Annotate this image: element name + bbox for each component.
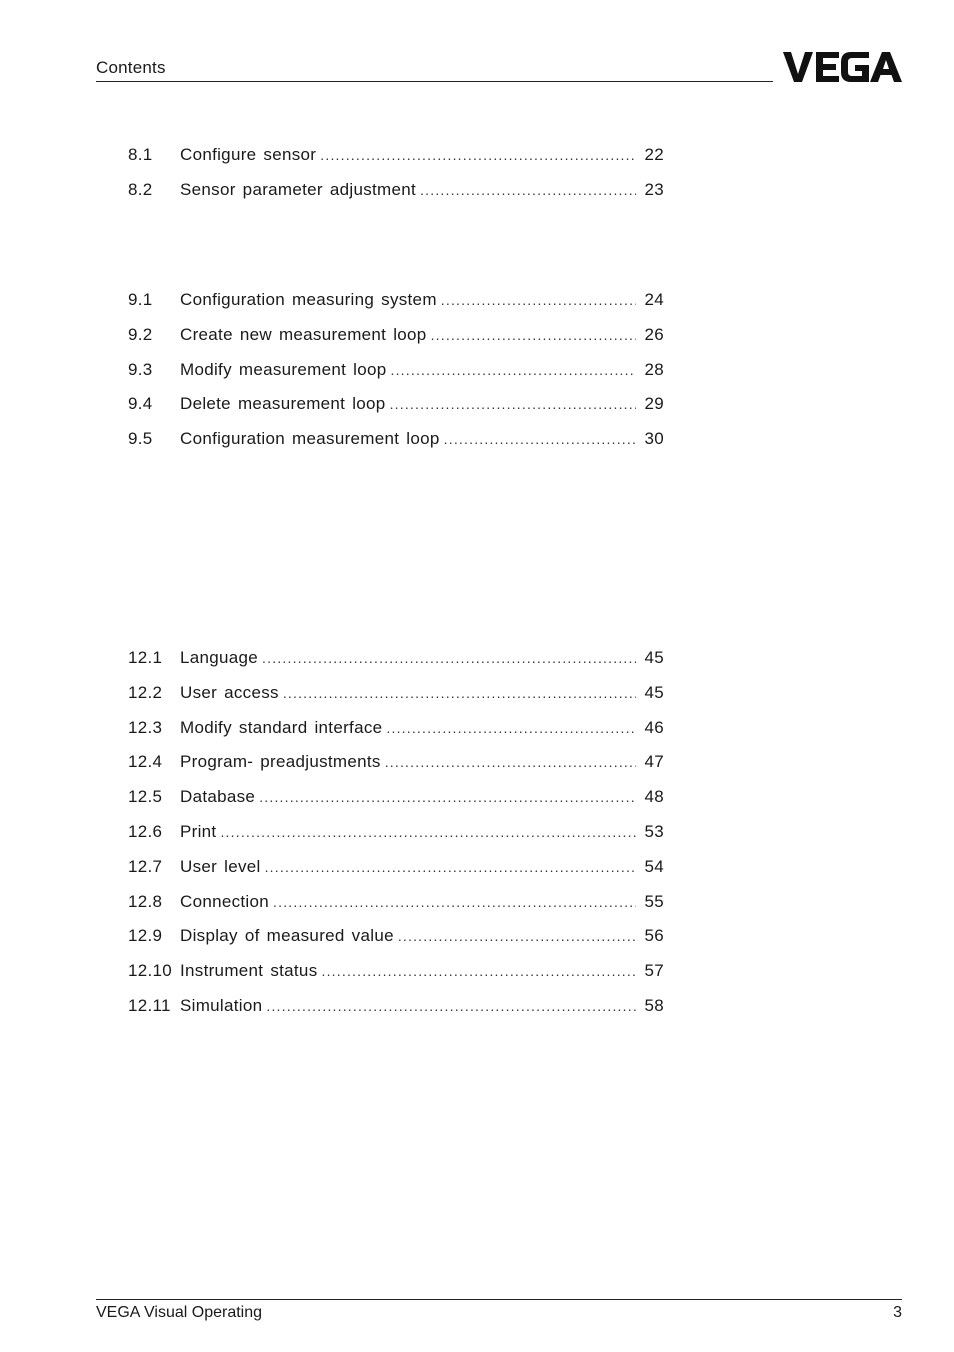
toc-dot-leader (390, 396, 636, 412)
toc-entry-title: Modify measurement loop (180, 359, 387, 379)
toc-entry-number: 9.5 (128, 429, 153, 449)
toc-entry[interactable] (128, 145, 664, 180)
toc-entry-title: Sensor parameter adjustment (180, 179, 417, 199)
toc-entry-number: 8.1 (128, 145, 153, 164)
toc-entry-number: 12.9 (128, 926, 163, 946)
toc-section (128, 290, 664, 464)
toc-entry-title: Simulation (180, 995, 263, 1015)
toc-entry-title: User level (180, 856, 261, 876)
toc-entry-page: 56 (644, 926, 664, 946)
toc-entry-title: Database (180, 787, 256, 807)
header-divider (96, 81, 773, 82)
toc-entry-title: Instrument status (180, 961, 318, 981)
toc-entry[interactable] (128, 429, 664, 464)
toc-entry-page: 46 (644, 717, 664, 737)
toc-entry-number: 9.1 (128, 290, 153, 309)
toc-entry[interactable] (128, 325, 664, 360)
toc-entry-title: Configuration measuring system (180, 290, 437, 309)
toc-dot-leader (391, 362, 637, 378)
toc-entry-page: 47 (644, 752, 664, 772)
toc-entry-number: 12.11 (128, 995, 171, 1015)
toc-entry-page: 23 (644, 179, 664, 199)
toc-section (128, 648, 664, 1031)
toc-entry-page: 29 (644, 394, 664, 414)
toc-dot-leader (385, 754, 636, 770)
toc-entry-number: 12.8 (128, 891, 163, 911)
toc-dot-leader (441, 292, 636, 308)
toc-entry-number: 9.3 (128, 359, 153, 379)
toc-entry[interactable] (128, 648, 664, 683)
toc-entry-number: 12.5 (128, 787, 163, 807)
toc-dot-leader (259, 789, 636, 805)
toc-entry-number: 12.3 (128, 717, 163, 737)
toc-section (128, 145, 664, 215)
toc-entry-title: User access (180, 682, 279, 702)
toc-entry[interactable] (128, 180, 664, 215)
toc-entry[interactable] (128, 857, 664, 892)
toc-dot-leader (431, 327, 636, 343)
toc-entry-number: 12.2 (128, 682, 163, 702)
toc-entry-number: 12.1 (128, 648, 163, 667)
toc-entry[interactable] (128, 394, 664, 429)
toc-entry-number: 12.4 (128, 752, 163, 772)
toc-entry[interactable] (128, 822, 664, 857)
toc-entry-title: Configuration measurement loop (180, 429, 440, 449)
toc-entry-page: 55 (644, 891, 664, 911)
toc-entry[interactable] (128, 926, 664, 961)
toc-dot-leader (322, 963, 637, 979)
toc-dot-leader (283, 685, 636, 701)
toc-entry-number: 12.6 (128, 821, 163, 841)
toc-entry-number: 12.7 (128, 856, 163, 876)
toc-entry-page: 30 (644, 429, 664, 449)
toc-entry[interactable] (128, 360, 664, 395)
toc-entry-page: 54 (644, 856, 664, 876)
page-title: Contents (96, 58, 166, 77)
toc-entry-page: 57 (644, 961, 664, 981)
toc-entry-title: Display of measured value (180, 926, 394, 946)
toc-entry[interactable] (128, 683, 664, 718)
toc-entry-page: 26 (644, 324, 664, 344)
toc-entry-title: Configure sensor (180, 145, 317, 164)
toc-entry-title: Create new measurement loop (180, 324, 427, 344)
toc-entry-title: Modify standard interface (180, 717, 383, 737)
toc-dot-leader (444, 431, 636, 447)
toc-entry-page: 24 (644, 290, 664, 309)
toc-entry[interactable] (128, 787, 664, 822)
toc-entry[interactable] (128, 290, 664, 325)
toc-dot-leader (386, 720, 636, 736)
toc-entry-page: 45 (644, 648, 664, 667)
toc-entry[interactable] (128, 718, 664, 753)
toc-entry-number: 9.2 (128, 324, 153, 344)
toc-entry[interactable] (128, 752, 664, 787)
toc-entry-page: 48 (644, 787, 664, 807)
toc-entry-page: 22 (644, 145, 664, 164)
toc-entry-number: 12.10 (128, 961, 173, 981)
toc-dot-leader (262, 650, 636, 666)
toc-dot-leader (220, 824, 636, 840)
toc-dot-leader (266, 998, 636, 1014)
toc-entry-number: 9.4 (128, 394, 153, 414)
toc-entry[interactable] (128, 892, 664, 927)
toc-dot-leader (265, 859, 636, 875)
toc-entry-title: Connection (180, 891, 270, 911)
toc-entry-page: 58 (644, 995, 664, 1015)
footer-doc-title: VEGA Visual Operating (96, 1304, 263, 1321)
toc-entry-title: Print (180, 821, 217, 841)
toc-entry-title: Program- preadjustments (180, 752, 381, 772)
toc-dot-leader (273, 894, 636, 910)
toc-dot-leader (398, 928, 636, 944)
toc-entry-title: Delete measurement loop (180, 394, 386, 414)
toc-entry[interactable] (128, 961, 664, 996)
footer-page-number: 3 (893, 1304, 902, 1321)
toc-dot-leader (420, 182, 636, 198)
footer-divider (96, 1299, 902, 1300)
toc-entry-page: 53 (644, 821, 664, 841)
toc-entry-number: 8.2 (128, 179, 153, 199)
vega-logo (783, 50, 902, 84)
toc-entry-title: Language (180, 648, 259, 667)
toc-dot-leader (320, 147, 636, 163)
toc-entry-page: 45 (644, 682, 664, 702)
toc-entry[interactable] (128, 996, 664, 1031)
toc-entry-page: 28 (644, 359, 664, 379)
